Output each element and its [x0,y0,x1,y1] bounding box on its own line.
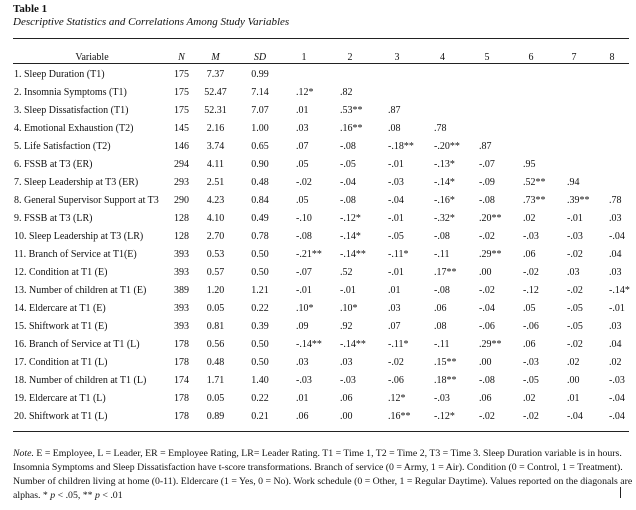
descriptive-cell: 7.37 [206,69,225,80]
correlation-cell: -.06 [479,321,495,332]
descriptive-cell: 0.50 [251,357,269,368]
correlation-cell: .03 [296,123,309,134]
correlation-cell [509,102,553,120]
correlation-cell: .18** [434,375,457,386]
correlation-cell: .07 [296,141,309,152]
correlation-cell [595,66,629,84]
correlation-cell [509,120,553,138]
correlation-cell: -.32* [434,213,455,224]
correlation-cell [553,120,595,138]
variable-name-cell: 19. Eldercare at T1 (L) [14,393,106,404]
correlation-cell [326,66,374,84]
descriptive-cell: 7.14 [251,87,269,98]
correlation-cell [595,120,629,138]
descriptive-cell: 4.11 [206,159,225,170]
correlation-cell: .20** [479,213,502,224]
descriptive-cell: 0.22 [251,303,269,314]
descriptive-cell: 175 [174,105,189,116]
correlation-cell: .29** [479,249,502,260]
correlation-cell: -.14** [296,339,322,350]
correlation-cell: .04 [609,249,622,260]
descriptive-cell: 393 [174,249,189,260]
correlation-cell: -.02 [388,357,404,368]
table-row [13,120,629,138]
correlation-cell: .92 [340,321,353,332]
correlation-cell: .02 [523,213,536,224]
variable-name-cell: 8. General Supervisor Support at T3 [14,195,159,206]
correlation-cell: -.21** [296,249,322,260]
correlation-cell: -.05 [388,231,404,242]
correlation-cell: .01 [388,285,401,296]
correlation-cell: .06 [296,411,309,422]
correlation-cell [465,66,509,84]
correlation-cell: .78 [434,123,447,134]
descriptive-cell: 178 [174,339,189,350]
descriptive-cell: 178 [174,411,189,422]
descriptive-cell: 0.48 [251,177,269,188]
correlation-cell: -.01 [296,285,312,296]
correlation-cell: -.03 [523,357,539,368]
correlation-cell: -.12 [523,285,539,296]
correlation-cell: .05 [523,303,536,314]
header-col-1: N [178,52,185,63]
correlation-cell: .16** [388,411,411,422]
correlation-cell: -.08 [479,195,495,206]
table-row [13,300,629,318]
correlation-cell [553,102,595,120]
correlation-cell: -.03 [523,231,539,242]
correlation-cell: .52** [523,177,546,188]
correlation-cell: .00 [340,411,353,422]
header-variable: Variable [75,52,109,63]
variable-name-cell: 11. Branch of Service at T1(E) [14,249,137,260]
descriptive-cell: 1.00 [251,123,269,134]
descriptive-cell: 294 [174,159,189,170]
correlation-cell: -.05 [340,159,356,170]
table-header-row [13,49,629,66]
table-row [13,390,629,408]
descriptive-cell: 0.50 [251,339,269,350]
correlation-cell: .00 [567,375,580,386]
correlation-cell: -.08 [340,141,356,152]
descriptive-cell: 1.20 [206,285,225,296]
table-row [13,264,629,282]
table-row [13,372,629,390]
descriptive-cell: 0.50 [251,249,269,260]
correlation-cell: .03 [609,267,622,278]
correlation-cell: -.02 [523,411,539,422]
correlation-cell: .06 [434,303,447,314]
descriptive-cell: 0.84 [251,195,269,206]
variable-name-cell: 18. Number of children at T1 (L) [14,375,147,386]
descriptive-cell: 0.05 [206,393,225,404]
correlation-cell [553,66,595,84]
correlation-cell: -.01 [567,213,583,224]
correlation-cell: .78 [609,195,622,206]
correlation-cell: -.04 [479,303,495,314]
correlation-cell: .04 [609,339,622,350]
correlation-cell: .15** [434,357,457,368]
correlation-cell [420,84,465,102]
descriptive-cell: 0.39 [251,321,269,332]
table-row [13,336,629,354]
table-row [13,102,629,120]
descriptive-cell: 52.31 [204,105,227,116]
header-col-2: M [211,52,220,63]
note-threshold-01: < .01 [99,490,123,501]
correlation-cell [282,66,326,84]
variable-name-cell: 6. FSSB at T3 (ER) [14,159,93,170]
table-row [13,138,629,156]
correlation-cell: -.03 [296,375,312,386]
correlation-cell: .03 [609,213,622,224]
correlation-cell [374,84,420,102]
correlation-cell: .02 [609,357,622,368]
correlation-cell: .02 [523,393,536,404]
table-row [13,246,629,264]
correlation-cell: .95 [523,159,536,170]
correlation-cell: -.16* [434,195,455,206]
correlation-cell: .87 [388,105,401,116]
correlation-cell: -.02 [296,177,312,188]
correlation-cell: -.08 [434,231,450,242]
descriptive-cell: 178 [174,393,189,404]
correlation-cell: .09 [296,321,309,332]
correlation-cell: -.08 [296,231,312,242]
correlation-cell: .87 [479,141,492,152]
correlation-cell [509,66,553,84]
correlation-cell [509,138,553,156]
correlation-cell: -.01 [609,303,625,314]
variable-name-cell: 10. Sleep Leadership at T3 (LR) [14,231,144,242]
variable-name-cell: 2. Insomnia Symptoms (T1) [14,87,127,98]
table-note [13,447,633,503]
correlation-cell: -.13* [434,159,455,170]
correlation-cell: .06 [479,393,492,404]
table-row [13,210,629,228]
correlation-cell [595,102,629,120]
correlation-cell: .03 [296,357,309,368]
header-col-7: 4 [440,52,445,63]
correlation-cell: .39** [567,195,590,206]
correlation-cell: -.04 [340,177,356,188]
correlation-cell: .03 [340,357,353,368]
table-row [13,84,629,102]
correlation-cell: -.02 [479,231,495,242]
correlation-cell: -.14** [340,249,366,260]
correlation-cell [374,66,420,84]
correlation-cell: -.04 [609,411,625,422]
variable-name-cell: 12. Condition at T1 (E) [14,267,108,278]
text-cursor [620,487,621,498]
descriptive-cell: 128 [174,231,189,242]
correlation-cell: -.01 [388,159,404,170]
correlation-cell: .01 [296,393,309,404]
correlation-cell: .12* [388,393,406,404]
descriptive-cell: 0.57 [206,267,225,278]
correlation-cell: .94 [567,177,580,188]
statistics-table [13,49,629,426]
correlation-cell: -.02 [567,249,583,260]
correlation-cell [595,84,629,102]
correlation-cell: -.03 [340,375,356,386]
descriptive-cell: 393 [174,267,189,278]
table-row [13,282,629,300]
descriptive-cell: 174 [174,375,189,386]
variable-name-cell: 13. Number of children at T1 (E) [14,285,147,296]
correlation-cell: .01 [296,105,309,116]
correlation-cell: -.06 [388,375,404,386]
descriptive-cell: 2.16 [206,123,225,134]
correlation-cell: -.01 [388,267,404,278]
correlation-cell: .12* [296,87,314,98]
correlation-cell: -.08 [479,375,495,386]
correlation-cell [509,84,553,102]
descriptive-cell: 1.21 [251,285,269,296]
header-col-3: SD [253,52,267,63]
variable-name-cell: 20. Shiftwork at T1 (L) [14,411,108,422]
correlation-cell: -.03 [388,177,404,188]
descriptive-cell: 0.48 [206,357,225,368]
correlation-cell: -.02 [523,267,539,278]
descriptive-cell: 145 [174,123,189,134]
note-label: Note. [13,448,34,459]
header-col-4: 1 [301,52,307,63]
variable-name-cell: 17. Condition at T1 (L) [14,357,108,368]
correlation-cell: -.11* [388,249,409,260]
descriptive-cell: 2.51 [206,177,225,188]
descriptive-cell: 293 [174,177,189,188]
correlation-cell: -.02 [567,339,583,350]
descriptive-cell: 393 [174,321,189,332]
correlation-cell: -.06 [523,321,539,332]
correlation-cell: -.09 [479,177,495,188]
correlation-cell: .08 [434,321,447,332]
correlation-cell [595,174,629,192]
correlation-cell: -.08 [340,195,356,206]
variable-name-cell: 15. Shiftwork at T1 (E) [14,321,108,332]
correlation-cell: .06 [340,393,353,404]
correlation-cell: .05 [296,195,309,206]
correlation-cell: .53** [340,105,363,116]
descriptive-cell: 0.89 [206,411,225,422]
header-col-10: 7 [571,52,577,63]
correlation-cell: .00 [479,357,492,368]
correlation-cell: -.04 [388,195,404,206]
descriptive-cell: 0.56 [206,339,225,350]
correlation-cell: .82 [340,87,353,98]
variable-name-cell: 14. Eldercare at T1 (E) [14,303,106,314]
descriptive-cell: 3.74 [206,141,225,152]
variable-name-cell: 16. Branch of Service at T1 (L) [14,339,140,350]
correlation-cell: .10* [340,303,358,314]
correlation-cell: -.03 [609,375,625,386]
correlation-cell [595,138,629,156]
header-col-5: 2 [347,52,353,63]
descriptive-cell: 389 [174,285,189,296]
correlation-cell [553,84,595,102]
correlation-cell: -.04 [609,393,625,404]
table-row [13,228,629,246]
descriptive-cell: 4.23 [206,195,225,206]
header-col-11: 8 [609,52,615,63]
correlation-cell: .02 [567,357,580,368]
correlation-cell: .10* [296,303,314,314]
correlation-cell: .03 [567,267,580,278]
correlation-cell: -.01 [388,213,404,224]
correlation-cell: .06 [523,339,536,350]
correlation-cell: -.02 [479,285,495,296]
variable-name-cell: 5. Life Satisfaction (T2) [14,141,111,152]
header-col-6: 3 [394,52,400,63]
correlation-cell: -.07 [479,159,495,170]
descriptive-cell: 0.49 [251,213,269,224]
correlation-cell: -.12* [340,213,361,224]
correlation-cell: -.04 [567,411,583,422]
table-row [13,156,629,174]
note-threshold-05: < .05, ** [55,490,96,501]
correlation-cell [420,102,465,120]
descriptive-cell: 146 [174,141,189,152]
correlation-cell: .17** [434,267,457,278]
correlation-cell: .03 [388,303,401,314]
descriptive-cell: 0.21 [251,411,269,422]
table-row [13,318,629,336]
correlation-cell: -.02 [479,411,495,422]
descriptive-cell: 128 [174,213,189,224]
correlation-cell: .07 [388,321,401,332]
descriptive-cell: 2.70 [206,231,225,242]
correlation-cell: -.05 [523,375,539,386]
correlation-cell: -.05 [567,321,583,332]
correlation-cell: -.11 [434,249,450,260]
correlation-cell: -.03 [567,231,583,242]
table-row [13,66,629,84]
correlation-cell: -.18** [388,141,414,152]
correlation-cell: -.05 [567,303,583,314]
header-col-9: 6 [528,52,534,63]
correlation-cell [465,120,509,138]
correlation-cell: -.14** [340,339,366,350]
descriptive-cell: 393 [174,303,189,314]
top-rule [13,38,629,39]
descriptive-cell: 0.99 [251,69,269,80]
descriptive-cell: 0.50 [251,267,269,278]
correlation-cell: .73** [523,195,546,206]
correlation-cell: -.11 [434,339,450,350]
correlation-cell: .00 [479,267,492,278]
correlation-cell: -.02 [567,285,583,296]
correlation-cell: -.03 [434,393,450,404]
table-label: Table 1 [13,3,48,15]
variable-name-cell: 9. FSSB at T3 (LR) [14,213,93,224]
correlation-cell: -.07 [296,267,312,278]
descriptive-cell: 0.65 [251,141,269,152]
correlation-cell [465,84,509,102]
correlation-cell: -.01 [340,285,356,296]
note-text: E = Employee, L = Leader, ER = Employee Rating, LR= Leader Rating. T1 = Time 1, T2 = Time 2, T3 = Time 3. Sleep Duration variable is in hours. Insomnia Symptoms and Sleep Dissatisfaction have t-score transformations. Branch of service (0 = Army, 1 = Air). Condition (0 = Control, 1 = Treatment). Number of children living at home (0-11). Eldercare (1 = Yes, 0 = No). Work schedule (0 = Other, 1 = Regular Daytime). Values reported on the diagonals are alphas. * [13,448,633,501]
descriptive-cell: 0.05 [206,303,225,314]
descriptive-cell: 7.07 [251,105,269,116]
variable-name-cell: 7. Sleep Leadership at T3 (ER) [14,177,139,188]
descriptive-cell: 1.40 [251,375,269,386]
correlation-cell: .05 [296,159,309,170]
correlation-cell [420,66,465,84]
correlation-cell: -.04 [609,231,625,242]
header-col-8: 5 [484,52,490,63]
descriptive-cell: 290 [174,195,189,206]
correlation-cell: -.14* [340,231,361,242]
table-row [13,354,629,372]
descriptive-cell: 1.71 [206,375,225,386]
correlation-cell: -.10 [296,213,312,224]
descriptive-cell: 0.78 [251,231,269,242]
variable-name-cell: 4. Emotional Exhaustion (T2) [14,123,134,134]
descriptive-cell: 4.10 [206,213,225,224]
descriptive-cell: 175 [174,87,189,98]
table-caption: Descriptive Statistics and Correlations Among Study Variables [13,16,290,28]
correlation-cell: .01 [567,393,580,404]
correlation-cell [553,156,595,174]
correlation-cell [595,156,629,174]
correlation-cell: -.08 [434,285,450,296]
note-p-symbol: p [95,490,100,501]
correlation-cell: -.14* [609,285,630,296]
table-row [13,174,629,192]
note-p-symbol: p [50,490,56,501]
descriptive-cell: 0.22 [251,393,269,404]
correlation-cell: .16** [340,123,363,134]
correlation-cell: .06 [523,249,536,260]
table-body [13,66,629,426]
descriptive-cell: 178 [174,357,189,368]
descriptive-cell: 0.90 [251,159,269,170]
correlation-cell: -.12* [434,411,455,422]
correlation-cell [553,138,595,156]
variable-name-cell: 1. Sleep Duration (T1) [14,69,105,80]
descriptive-cell: 0.81 [206,321,225,332]
descriptive-cell: 0.53 [206,249,225,260]
correlation-cell: .03 [609,321,622,332]
correlation-cell: .29** [479,339,502,350]
variable-name-cell: 3. Sleep Dissatisfaction (T1) [14,105,129,116]
correlation-cell: -.20** [434,141,460,152]
correlation-cell [465,102,509,120]
table-row [13,408,629,426]
table-row [13,192,629,210]
correlation-cell: .52 [340,267,353,278]
descriptive-cell: 175 [174,69,189,80]
correlation-cell: .08 [388,123,401,134]
correlation-cell: -.14* [434,177,455,188]
descriptive-cell: 52.47 [204,87,227,98]
correlation-cell: -.11* [388,339,409,350]
bottom-rule [13,431,629,432]
